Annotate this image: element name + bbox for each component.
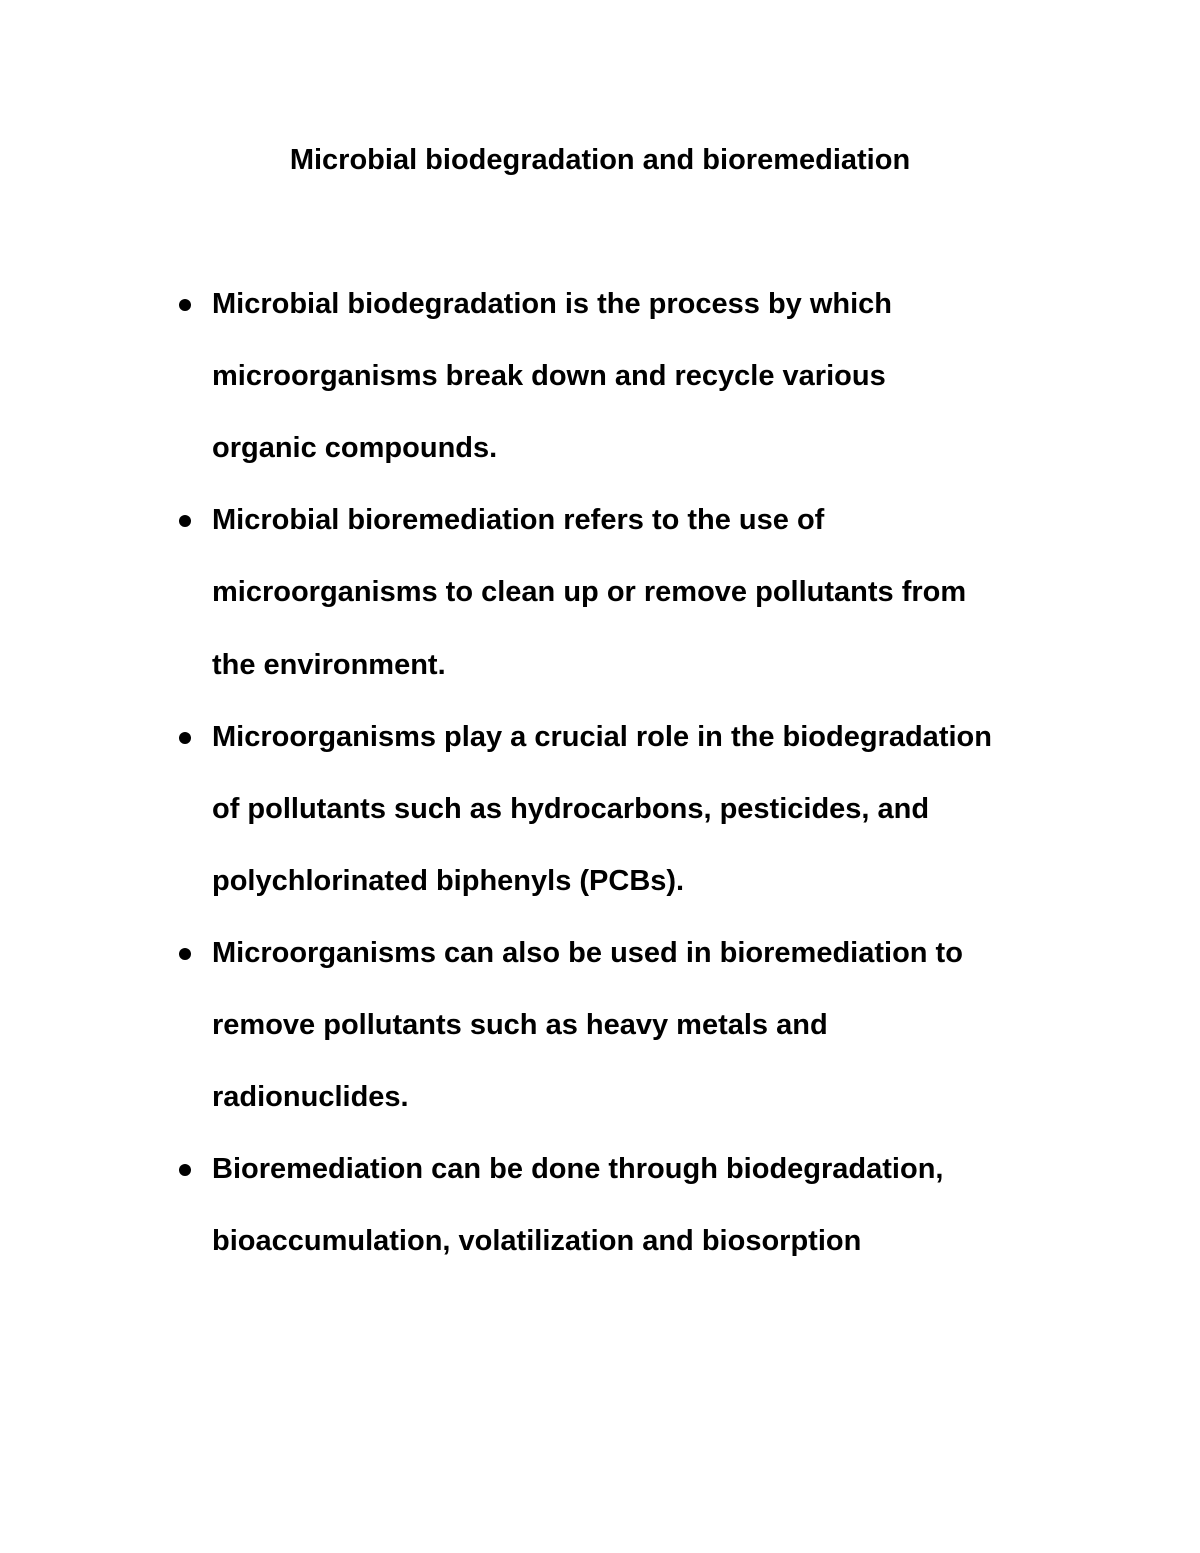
bullet-text-line: polychlorinated biphenyls (PCBs). <box>212 865 685 897</box>
bullet-text-line: Microorganisms play a crucial role in the biodegradation <box>212 721 992 753</box>
bullet-icon <box>179 1164 191 1176</box>
document-title: Microbial biodegradation and bioremediation <box>289 144 911 176</box>
bullet-icon <box>179 732 191 744</box>
bullet-text-line: organic compounds. <box>212 432 498 464</box>
bullet-text-line: Microorganisms can also be used in bioremediation to <box>212 937 963 969</box>
bullet-icon <box>179 515 191 527</box>
bullet-text-line: of pollutants such as hydrocarbons, pesticides, and <box>212 793 930 825</box>
bullet-text-line: the environment. <box>212 649 446 681</box>
bullet-text-line: bioaccumulation, volatilization and biosorption <box>212 1225 862 1257</box>
bullet-text-line: remove pollutants such as heavy metals and <box>212 1009 828 1041</box>
bullet-text-line: Microbial bioremediation refers to the use of <box>212 504 825 536</box>
bullet-text-line: microorganisms to clean up or remove pollutants from <box>212 576 967 608</box>
bullet-text-line: radionuclides. <box>212 1081 409 1113</box>
bullet-text-line: microorganisms break down and recycle various <box>212 360 886 392</box>
bullet-icon <box>179 299 191 311</box>
bullet-icon <box>179 948 191 960</box>
bullet-text-line: Microbial biodegradation is the process by which <box>212 288 893 320</box>
bullet-text-line: Bioremediation can be done through biodegradation, <box>212 1153 944 1185</box>
